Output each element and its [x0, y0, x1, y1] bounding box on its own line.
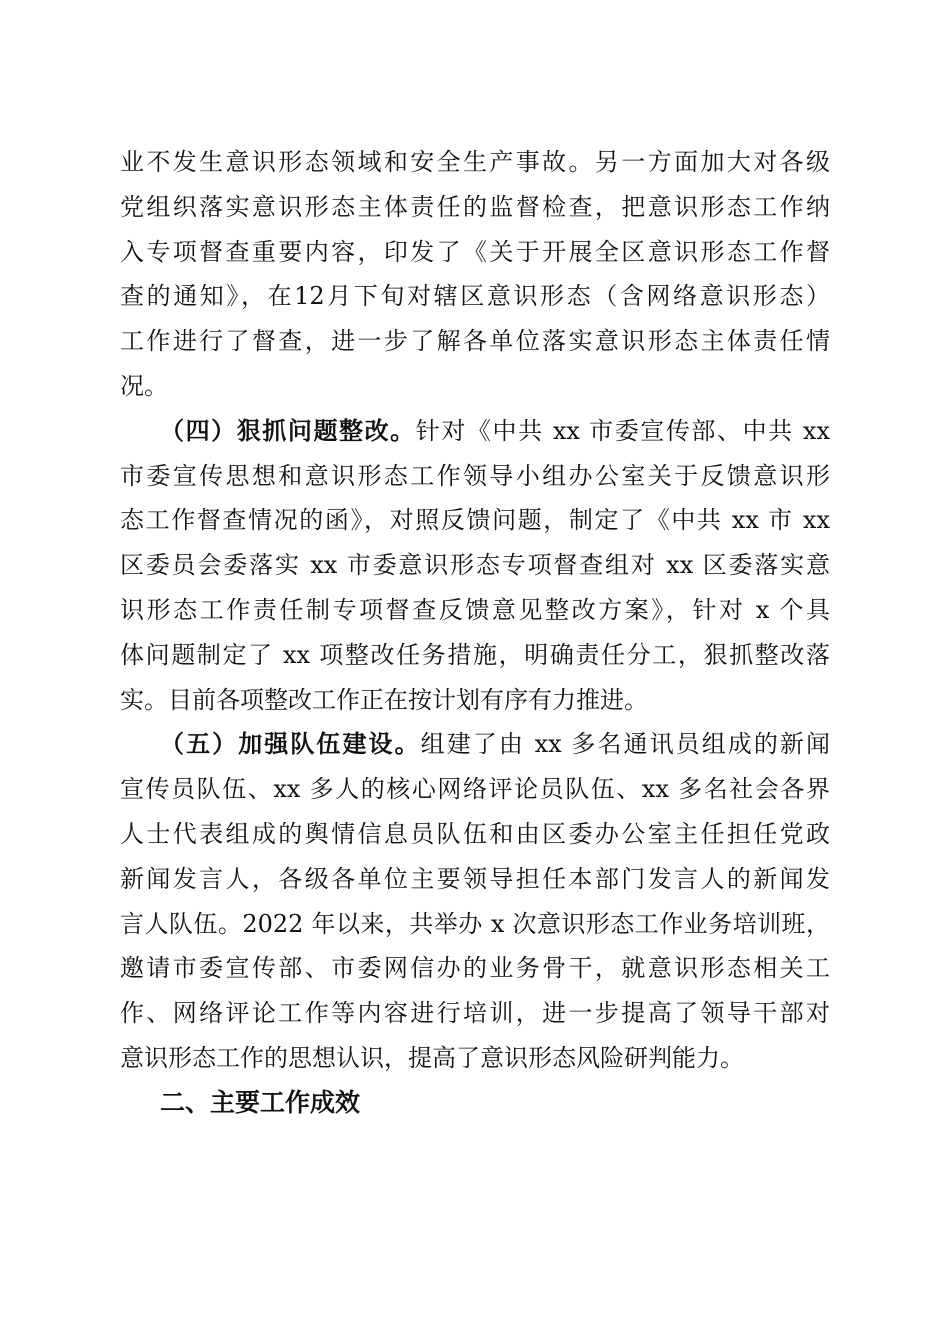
- text-line: 工作进行了督查，进一步了解各单位落实意识形态主体责任情: [120, 327, 830, 356]
- text-line: 宣传员队伍、xx 多人的核心网络评论员队伍、xx 多名社会各界: [120, 775, 830, 804]
- text-line: [120, 409, 830, 454]
- section-heading: 二、主要工作成效: [160, 1087, 361, 1117]
- text-line: 业不发生意识形态领域和安全生产事故。另一方面加大对各级: [120, 148, 830, 176]
- text-line: 况。: [120, 371, 168, 400]
- text-line: 查的通知》，在12月下旬对辖区意识形态（含网络意识形态）: [120, 282, 830, 311]
- text-line: 新闻发言人，各级各单位主要领导担任本部门发言人的新闻发: [120, 864, 830, 893]
- text-run: 针对《中共 xx 市委宣传部、中共 xx: [415, 416, 831, 445]
- text-line: 人士代表组成的舆情信息员队伍和由区委办公室主任担任党政: [120, 819, 830, 848]
- text-line: 识形态工作责任制专项督查反馈意见整改方案》，针对 x 个具: [120, 595, 830, 624]
- paragraph-supervision: [120, 140, 830, 409]
- text-line: 体问题制定了 xx 项整改任务措施，明确责任分工，狠抓整改落: [120, 640, 830, 669]
- text-line: 邀请市委宣传部、市委网信办的业务骨干，就意识形态相关工: [120, 954, 830, 983]
- text-line: 言人队伍。2022 年以来，共举办 x 次意识形态工作业务培训班，: [120, 909, 830, 938]
- paragraph-lead: （四）狠抓问题整改。: [160, 415, 416, 445]
- document-body: [120, 140, 830, 1126]
- paragraph-rectification: [120, 409, 830, 723]
- text-line: 区委员会委落实 xx 市委意识形态专项督查组对 xx 区委落实意: [120, 551, 830, 580]
- text-line: 态工作督查情况的函》，对照反馈问题，制定了《中共 xx 市 xx: [120, 506, 830, 535]
- paragraph-lead: （五）加强队伍建设。: [160, 729, 421, 759]
- text-line: 党组织落实意识形态主体责任的监督检查，把意识形态工作纳: [120, 192, 830, 221]
- text-run: 组建了由 xx 多名通讯员组成的新闻: [420, 730, 831, 759]
- text-line: 意识形态工作的思想认识，提高了意识形态风险研判能力。: [120, 1043, 744, 1072]
- text-line: 实。目前各项整改工作正在按计划有序有力推进。: [120, 685, 648, 714]
- text-line: [120, 722, 830, 767]
- text-line: 作、网络评论工作等内容进行培训，进一步提高了领导干部对: [120, 999, 830, 1028]
- text-line: 市委宣传思想和意识形态工作领导小组办公室关于反馈意识形: [120, 461, 830, 490]
- paragraph-team-building: [120, 722, 830, 1080]
- text-line: 入专项督查重要内容，印发了《关于开展全区意识形态工作督: [120, 237, 830, 266]
